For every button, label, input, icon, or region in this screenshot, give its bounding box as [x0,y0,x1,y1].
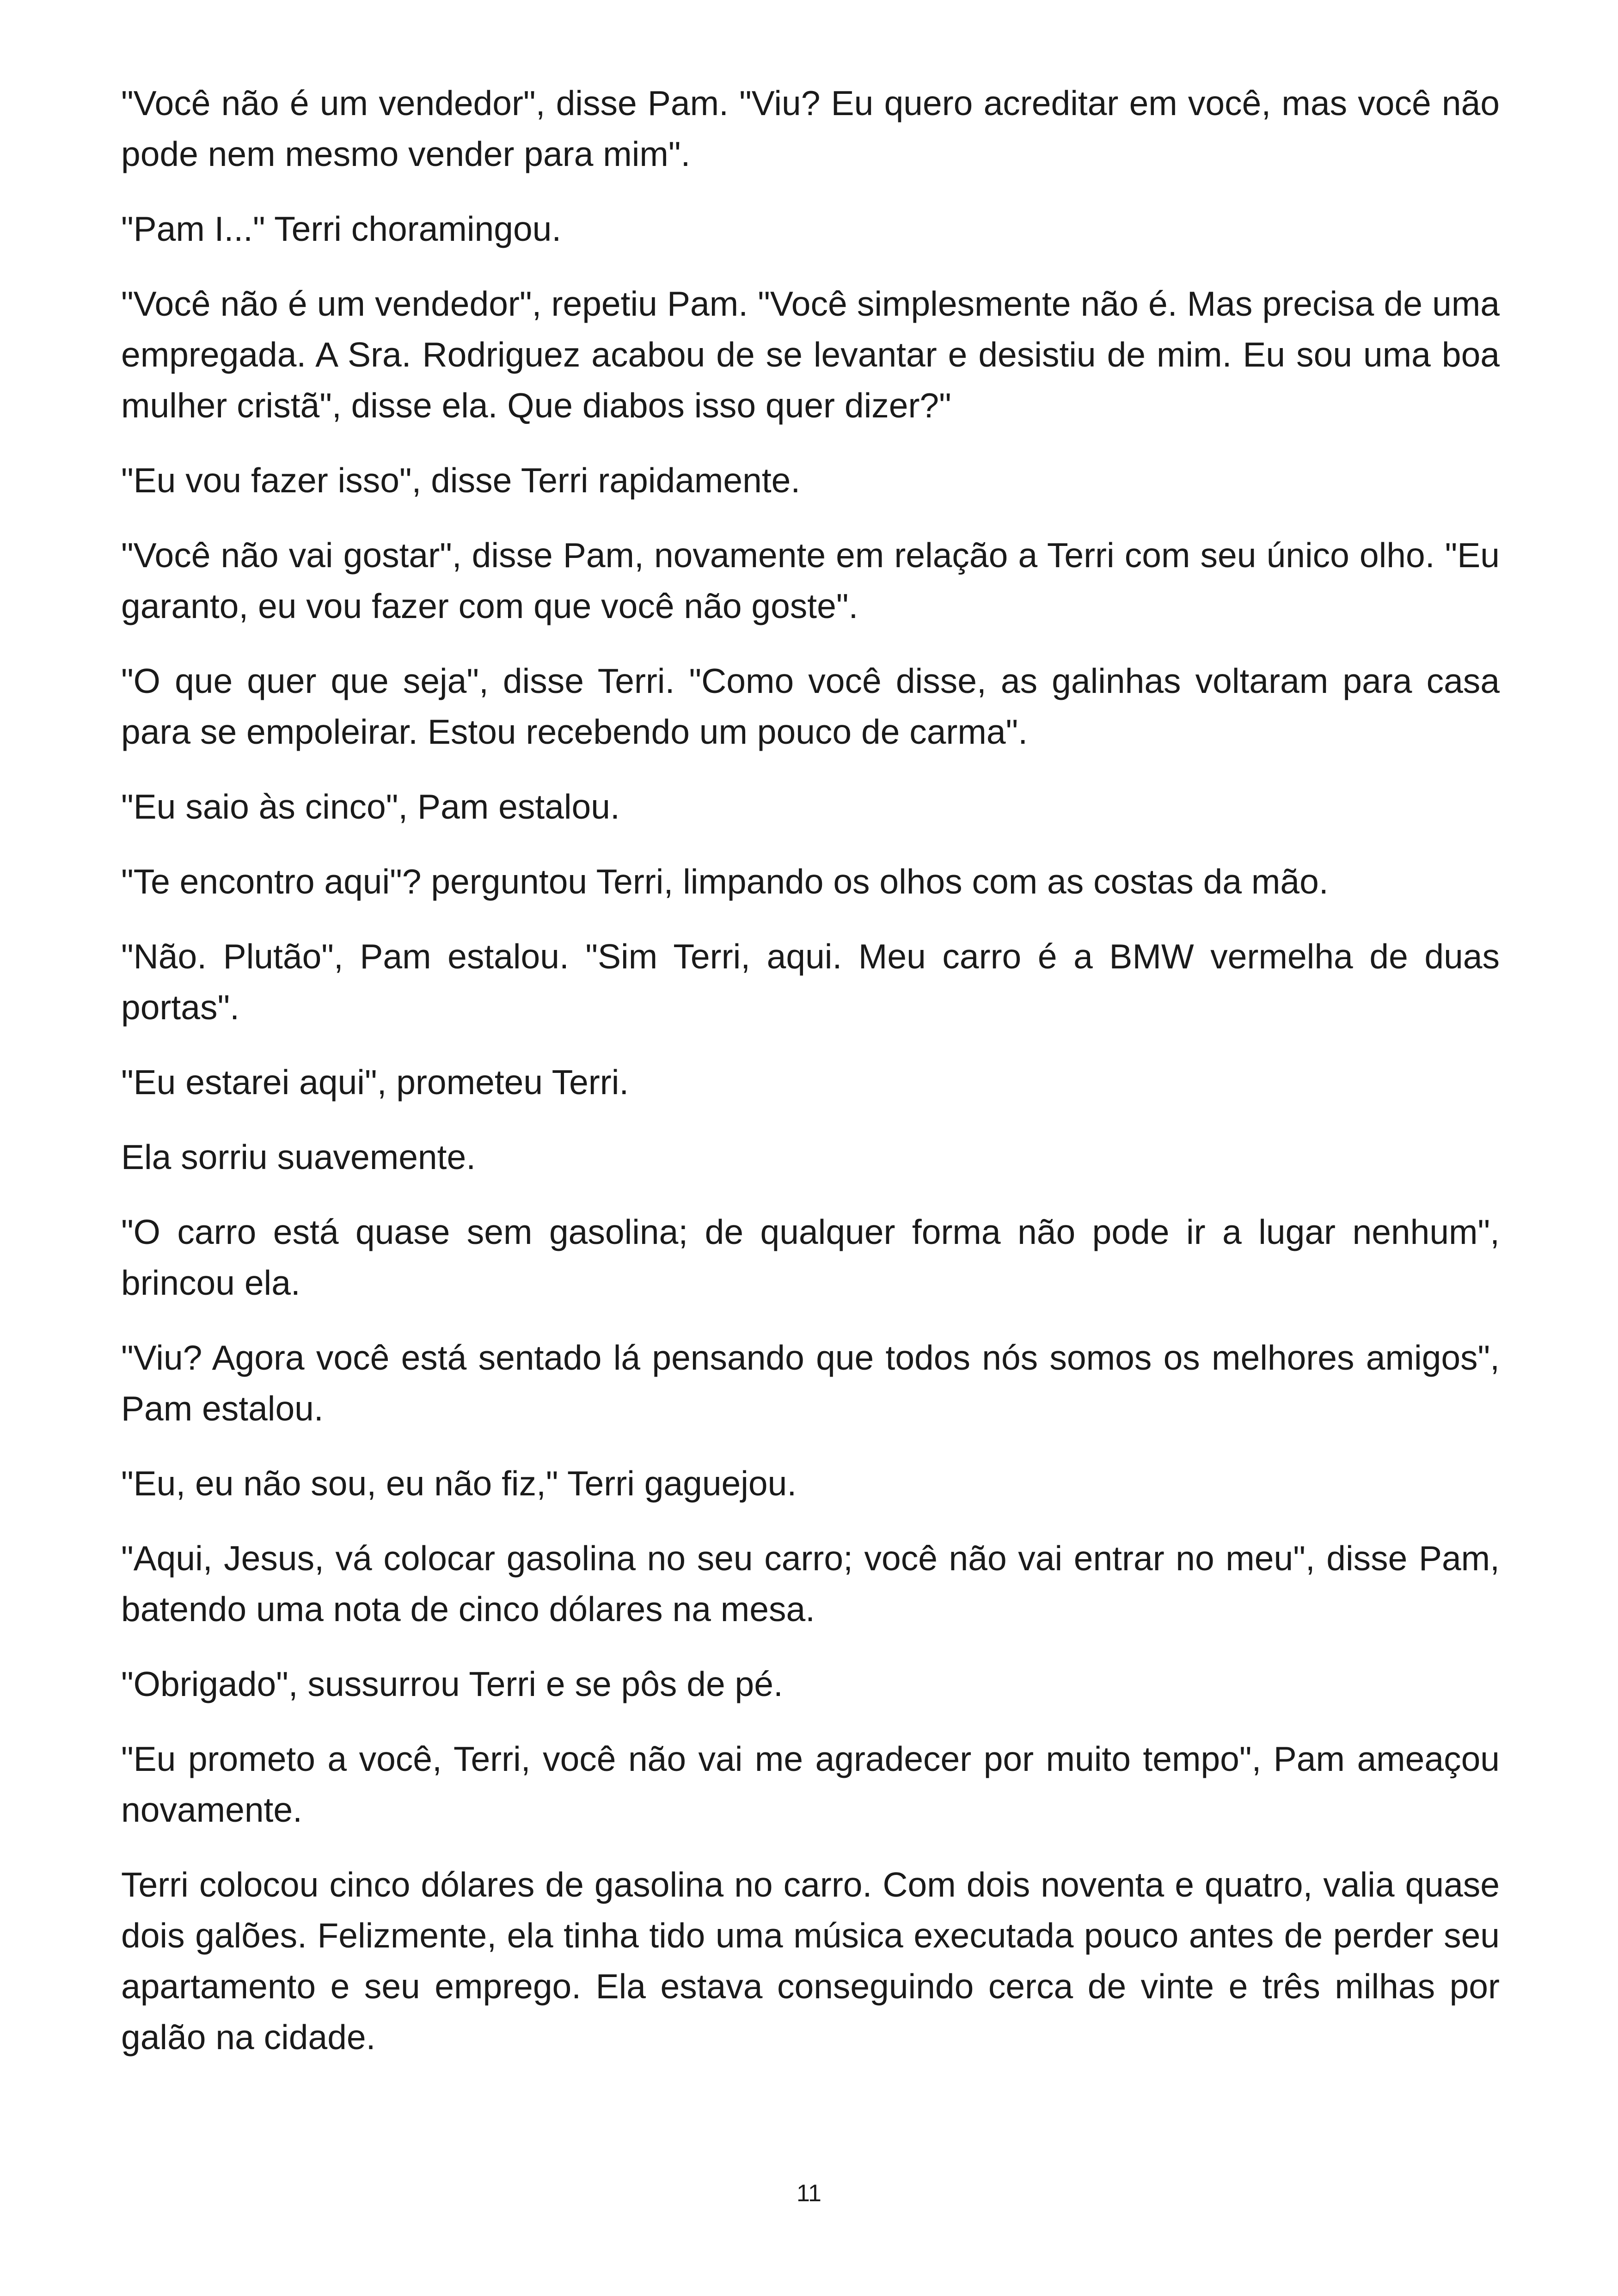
paragraph: "Você não é um vendedor", repetiu Pam. "Você simplesmente não é. Mas precisa de uma empregada. A Sra. Rodriguez acabou de se levantar e desistiu de mim. Eu sou uma boa mulher cristã", disse ela. Que diabos isso quer dizer?" [121,284,1500,425]
paragraph: "Não. Plutão", Pam estalou. "Sim Terri, aqui. Meu carro é a BMW vermelha de duas portas". [121,937,1500,1027]
paragraph: "Obrigado", sussurrou Terri e se pôs de pé. [121,1665,783,1703]
paragraph: "Você não é um vendedor", disse Pam. "Viu? Eu quero acreditar em você, mas você não pode nem mesmo vender para mim". [121,84,1500,173]
paragraph: "Aqui, Jesus, vá colocar gasolina no seu carro; você não vai entrar no meu", disse Pam, batendo uma nota de cinco dólares na mesa. [121,1539,1500,1629]
paragraph: "Te encontro aqui"? perguntou Terri, limpando os olhos com as costas da mão. [121,862,1329,901]
paragraph: "Eu vou fazer isso", disse Terri rapidamente. [121,461,801,500]
paragraph: "Eu estarei aqui", prometeu Terri. [121,1063,629,1102]
paragraph: "Eu prometo a você, Terri, você não vai me agradecer por muito tempo", Pam ameaçou novamente. [121,1739,1500,1829]
paragraph: Terri colocou cinco dólares de gasolina no carro. Com dois noventa e quatro, valia quase dois galões. Felizmente, ela tinha tido uma música executada pouco antes de perder seu apartamento e seu emprego. Ela estava conseguindo cerca de vinte e três milhas por galão na cidade. [121,1865,1500,2057]
page-body [121,78,1500,2087]
paragraph: "Eu, eu não sou, eu não fiz," Terri gaguejou. [121,1464,797,1503]
paragraph: "O carro está quase sem gasolina; de qualquer forma não pode ir a lugar nenhum", brincou ela. [121,1212,1500,1302]
page-number: 11 [797,2180,821,2207]
paragraph: Ela sorriu suavemente. [121,1138,476,1176]
paragraph: "Viu? Agora você está sentado lá pensando que todos nós somos os melhores amigos", Pam estalou. [121,1338,1500,1428]
paragraph: "O que quer que seja", disse Terri. "Como você disse, as galinhas voltaram para casa para se empoleirar. Estou recebendo um pouco de carma". [121,661,1500,751]
paragraph: "Você não vai gostar", disse Pam, novamente em relação a Terri com seu único olho. "Eu garanto, eu vou fazer com que você não goste". [121,536,1500,625]
paragraph: "Eu saio às cinco", Pam estalou. [121,787,620,826]
paragraph: "Pam I..." Terri choramingou. [121,209,562,248]
